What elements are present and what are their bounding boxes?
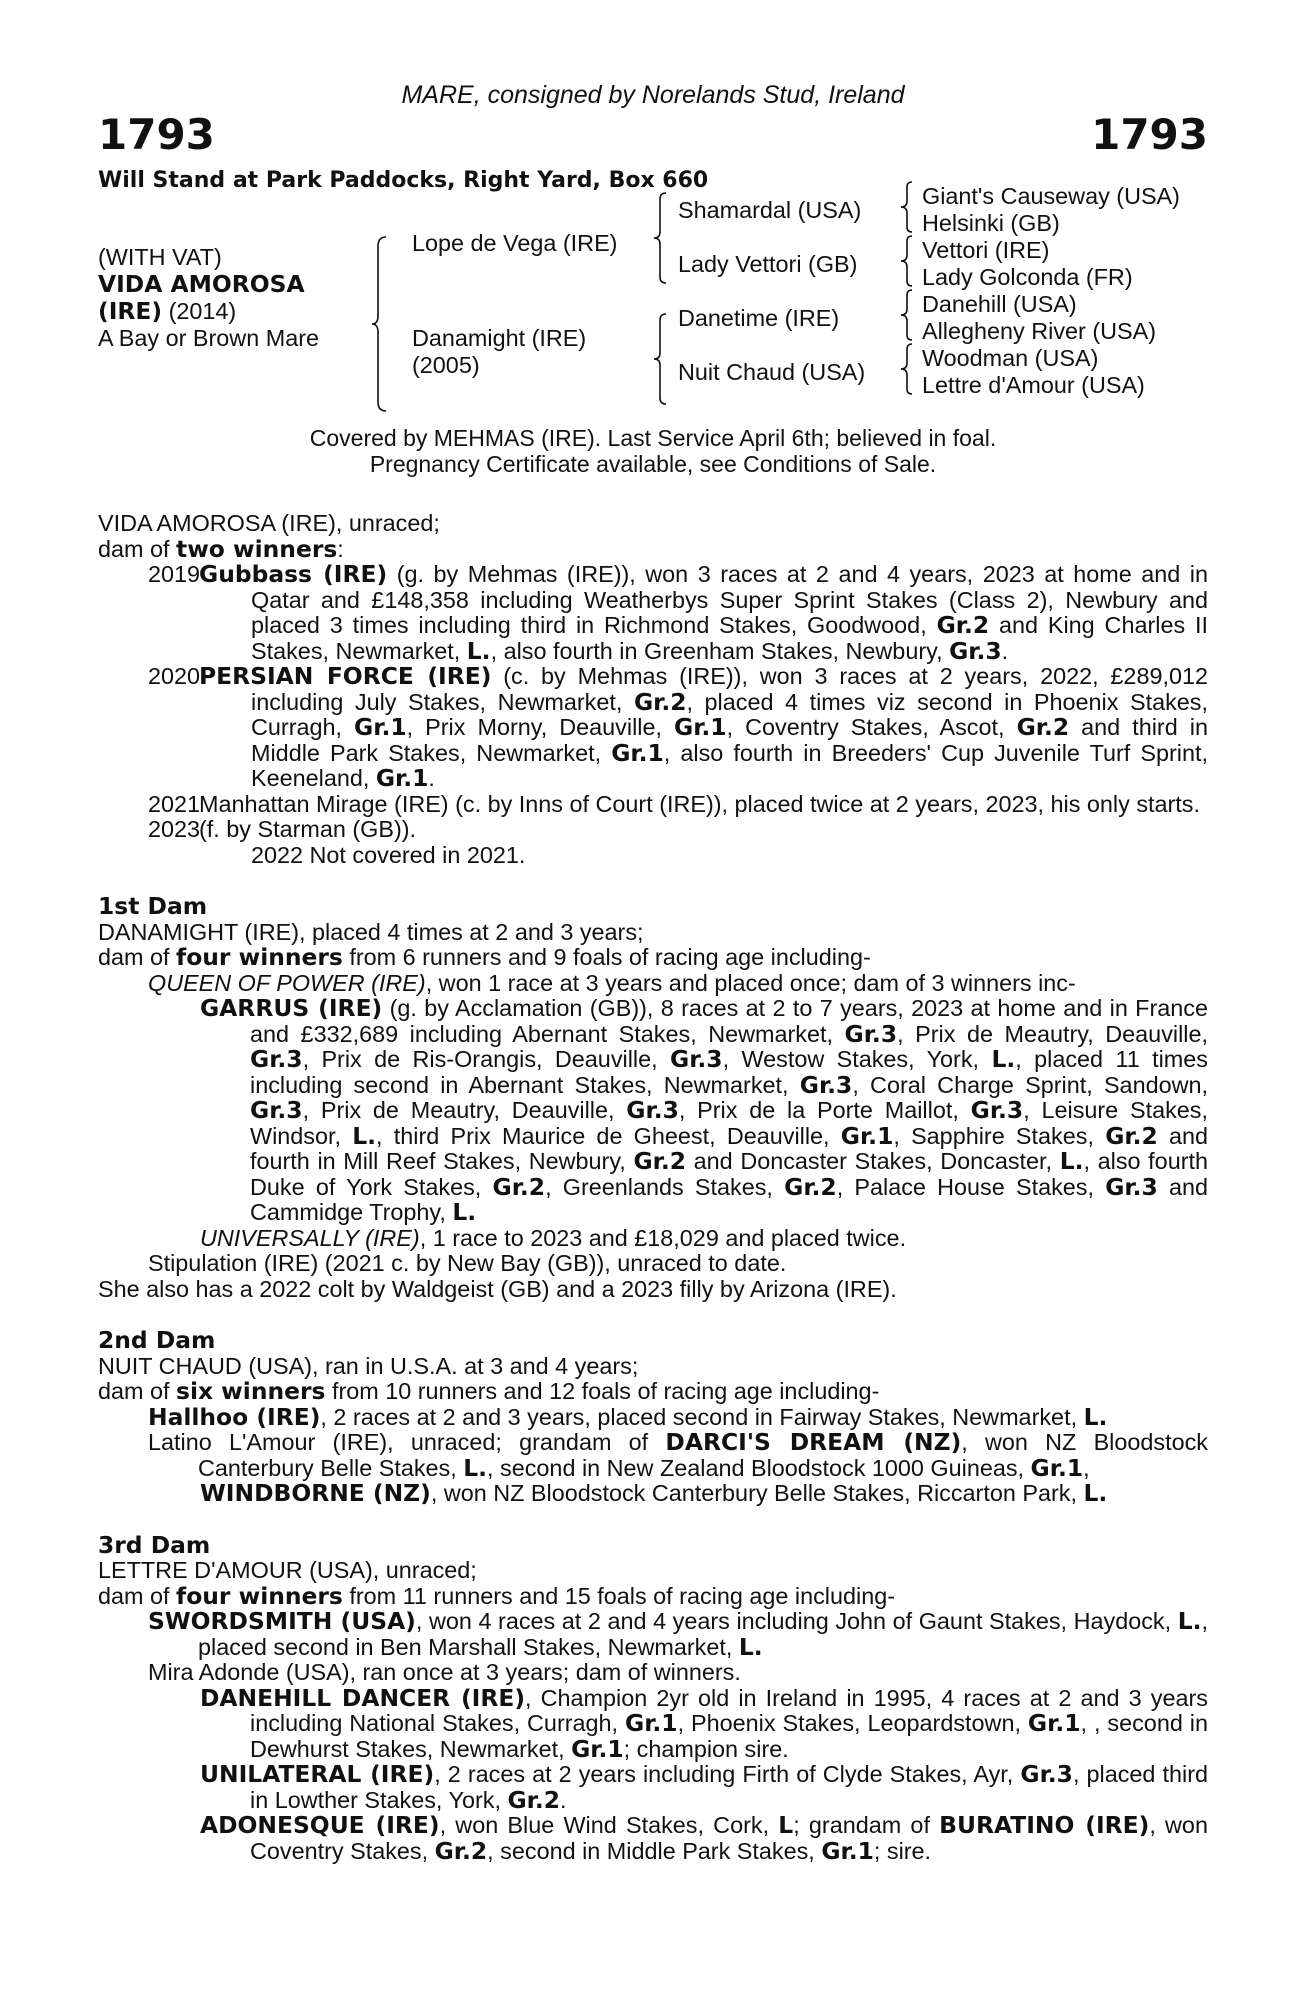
produce-intro: VIDA AMOROSA (IRE), unraced; bbox=[98, 510, 440, 536]
garrus: GARRUS (IRE) (g. by Acclamation (GB)), 8 races at 2 to 7 years, 2023 at home and in France and £332,689 including Abernant Stakes, Newmarket, Gr.3, Prix de Meautry, Deauville, Gr.3, Prix de Ris-Orangis, Deauville, Gr.3, Westow Stakes, York, L., placed 11 times including second in Abernant Stakes, Newmarket, Gr.3, Coral Charge Sprint, Sandown, Gr.3, Prix de Meautry, Deauville, Gr.3, Prix de la Porte Maillot, Gr.3, Leisure Stakes, Windsor, L., third Prix Maurice de Gheest, Deauville, Gr.1, Sapphire Stakes, Gr.2 and fourth in Mill Reef Stakes, Newbury, Gr.2 and Doncaster Stakes, Doncaster, L., also fourth Duke of York Stakes, Gr.2, Greenlands Stakes, Gr.2, Palace House Stakes, Gr.3 and Cammidge Trophy, L. bbox=[200, 994, 1209, 1226]
brace-4b bbox=[898, 234, 916, 288]
covered-line-2: Pregnancy Certificate available, see Conditions of Sale. bbox=[369, 450, 937, 477]
universally: UNIVERSALLY (IRE), 1 race to 2023 and £18,029 and placed twice. bbox=[200, 1224, 907, 1251]
produce-2023: 2023 (f. by Starman (GB)). 2022 Not covered in 2021. bbox=[148, 816, 526, 868]
first-dam-winners: dam of four winners from 6 runners and 9 foals of racing age including- bbox=[98, 943, 871, 971]
queen-of-power: QUEEN OF POWER (IRE), won 1 race at 3 years and placed once; dam of 3 winners inc- bbox=[148, 969, 1076, 996]
windborne: WINDBORNE (NZ), won NZ Bloodstock Canterbury Belle Stakes, Riccarton Park, L. bbox=[200, 1479, 1108, 1507]
danehill-dancer: DANEHILL DANCER (IRE), Champion 2yr old in Ireland in 1995, 4 races at 2 and 3 years including National Stakes, Curragh, Gr.1, Phoenix Stakes, Leopardstown, Gr.1, , second in Dewhurst Stakes, Newmarket, Gr.1; champion sire. bbox=[200, 1683, 1209, 1763]
lot-number-right: 1793 bbox=[1091, 110, 1208, 159]
second-dam-winners: dam of six winners from 10 runners and 12 foals of racing age including- bbox=[98, 1377, 880, 1405]
horse-name: VIDA AMOROSA bbox=[98, 270, 305, 298]
vat-note: (WITH VAT) bbox=[98, 244, 222, 270]
produce-2019: 2019 Gubbass (IRE) (g. by Mehmas (IRE)), won 3 races at 2 and 4 years, 2023 at home and in Qatar and £148,358 including Weatherbys Super Sprint Stakes (Class 2), Newbury and placed 3 times including third in Richmond Stakes, Goodwood, Gr.2 and King Charles II Stakes, Newmarket, L., also fourth in Greenham Stakes, Newbury, Gr.3. bbox=[148, 560, 1209, 665]
horse-origin-year: (IRE) (2014) bbox=[98, 297, 237, 325]
lot-number-left: 1793 bbox=[98, 110, 215, 159]
covered-line-1: Covered by MEHMAS (IRE). Last Service April 6th; believed in foal. bbox=[309, 425, 997, 451]
dam-year: (2005) bbox=[412, 352, 480, 378]
hallhoo: Hallhoo (IRE), 2 races at 2 and 3 years, placed second in Fairway Stakes, Newmarket, L. bbox=[148, 1402, 1108, 1431]
produce-2020: 2020 PERSIAN FORCE (IRE) (c. by Mehmas (IRE)), won 3 races at 2 years, 2022, £289,012 including July Stakes, Newmarket, Gr.2, placed 4 times viz second in Phoenix Stakes, Curragh, Gr.1, Prix Morny, Deauville, Gr.1, Coventry Stakes, Ascot, Gr.2 and third in Middle Park Stakes, Newmarket, Gr.1, also fourth in Breeders' Cup Juvenile Turf Sprint, Keeneland, Gr.1. bbox=[148, 662, 1209, 792]
pedigree-table bbox=[98, 183, 1208, 422]
dam-sire: Danetime (IRE) bbox=[678, 305, 840, 331]
ancestor-sds: Vettori (IRE) bbox=[922, 237, 1050, 263]
swordsmith: SWORDSMITH (USA), won 4 races at 2 and 4 years including John of Gaunt Stakes, Haydock, L., placed second in Ben Marshall Stakes, Newmarket, L. bbox=[148, 1607, 1208, 1661]
ancestor-sss: Giant's Causeway (USA) bbox=[922, 183, 1180, 209]
first-dam-line: DANAMIGHT (IRE), placed 4 times at 2 and 3 years; bbox=[98, 918, 644, 945]
brace-dam bbox=[652, 313, 670, 405]
unilateral: UNILATERAL (IRE), 2 races at 2 years including Firth of Clyde Stakes, Ayr, Gr.3, placed third in Lowther Stakes, York, Gr.2. bbox=[200, 1760, 1208, 1814]
dam-dam: Nuit Chaud (USA) bbox=[678, 359, 866, 385]
produce-winners-line: dam of two winners: bbox=[98, 534, 344, 563]
ancestor-sdd: Lady Golconda (FR) bbox=[922, 264, 1133, 290]
brace-4d bbox=[898, 342, 916, 396]
stipulation: Stipulation (IRE) (2021 c. by New Bay (GB)), unraced to date. bbox=[148, 1250, 787, 1276]
third-dam-line: LETTRE D'AMOUR (USA), unraced; bbox=[98, 1557, 477, 1583]
latino-lamour: Latino L'Amour (IRE), unraced; grandam of DARCI'S DREAM (NZ), won NZ Bloodstock Canterbury Belle Stakes, L., second in New Zealand Bloodstock 1000 Guineas, Gr.1, bbox=[148, 1428, 1208, 1482]
ancestor-ssd: Helsinki (GB) bbox=[922, 210, 1060, 236]
sire-dam: Lady Vettori (GB) bbox=[678, 251, 858, 277]
mira-adonde: Mira Adonde (USA), ran once at 3 years; dam of winners. bbox=[148, 1659, 741, 1685]
adonesque: ADONESQUE (IRE), won Blue Wind Stakes, Cork, L; grandam of BURATINO (IRE), won Coventry Stakes, Gr.2, second in Middle Park Stakes, Gr.1; sire. bbox=[200, 1811, 1208, 1865]
stand-location: Will Stand at Park Paddocks, Right Yard, Box 660 bbox=[98, 168, 709, 193]
catalogue-page bbox=[98, 80, 1208, 1864]
sire-sire: Shamardal (USA) bbox=[678, 197, 862, 223]
produce-section bbox=[98, 511, 1208, 1864]
sire-name: Lope de Vega (IRE) bbox=[412, 230, 618, 256]
consignor-line: MARE, consigned by Norelands Stud, Ireland bbox=[401, 81, 905, 109]
brace-4c bbox=[898, 288, 916, 342]
second-dam-line: NUIT CHAUD (USA), ran in U.S.A. at 3 and 4 years; bbox=[98, 1352, 639, 1379]
third-dam-heading: 3rd Dam bbox=[98, 1530, 211, 1559]
produce-2021: 2021 Manhattan Mirage (IRE) (c. by Inns of Court (IRE)), placed twice at 2 years, 2023, his only starts. bbox=[148, 790, 1201, 817]
ancestor-dss: Danehill (USA) bbox=[922, 291, 1077, 317]
brace-4a bbox=[898, 180, 916, 234]
ancestor-ddd: Lettre d'Amour (USA) bbox=[922, 372, 1145, 398]
first-dam-heading: 1st Dam bbox=[98, 892, 208, 920]
brace-sire bbox=[652, 192, 670, 284]
also-has: She also has a 2022 colt by Waldgeist (GB) and a 2023 filly by Arizona (IRE). bbox=[98, 1275, 897, 1302]
lot-number-row bbox=[98, 110, 1208, 166]
ancestor-dds: Woodman (USA) bbox=[922, 345, 1099, 371]
second-dam-heading: 2nd Dam bbox=[98, 1326, 216, 1354]
third-dam-winners: dam of four winners from 11 runners and 15 foals of racing age including- bbox=[98, 1581, 896, 1610]
brace-main bbox=[370, 236, 392, 412]
horse-description: A Bay or Brown Mare bbox=[98, 325, 319, 351]
covered-note bbox=[98, 426, 1208, 477]
dam-name: Danamight (IRE) bbox=[412, 325, 587, 351]
ancestor-dsd: Allegheny River (USA) bbox=[922, 318, 1156, 344]
